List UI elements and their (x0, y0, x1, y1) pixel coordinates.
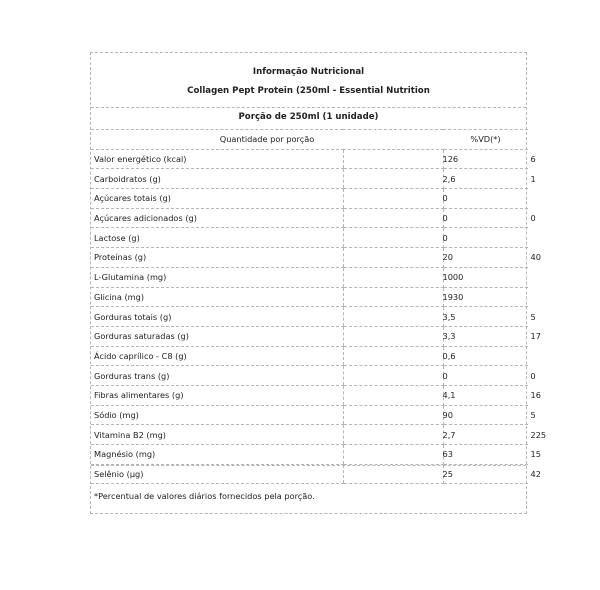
nutrient-amount-cell (343, 445, 453, 465)
table-row (91, 405, 528, 425)
nutrient-name: Magnésio (mg) (91, 445, 343, 465)
column-header-quantity: Quantidade por porção (91, 130, 443, 150)
nutrient-vd: 42 (530, 469, 541, 480)
nutrient-amount-cell (343, 149, 459, 169)
nutrient-amount: 63 (442, 449, 453, 460)
nutrient-vd: 5 (530, 311, 536, 322)
nutrient-amount-cell (343, 464, 453, 484)
table-row (91, 464, 528, 484)
nutrient-amount-cell (343, 385, 456, 405)
table-row (91, 267, 528, 287)
nutrient-vd-cell (443, 346, 528, 366)
nutrient-vd-cell (443, 326, 541, 346)
nutrient-amount-cell (343, 346, 456, 366)
column-header-vd: %VD(*) (443, 130, 528, 150)
nutrient-amount-cell (343, 287, 464, 307)
table-row (91, 385, 528, 405)
nutrient-amount-cell (343, 366, 448, 386)
nutrient-name: Gorduras saturadas (g) (91, 326, 343, 346)
nutrient-amount-cell (343, 326, 456, 346)
nutrient-amount: 3,3 (442, 331, 456, 342)
nutrient-amount: 2,7 (442, 429, 456, 440)
nutrient-vd-cell (443, 366, 536, 386)
table-row (91, 149, 528, 169)
nutrient-amount-cell (343, 208, 448, 228)
nutrient-vd-cell (443, 228, 528, 248)
nutrient-vd: 6 (530, 154, 536, 165)
nutrient-amount-cell (343, 169, 456, 189)
nutrient-amount: 25 (442, 469, 453, 480)
nutrient-name: Selênio (µg) (91, 464, 343, 484)
nutrient-vd: 5 (530, 409, 536, 420)
nutrient-vd: 0 (530, 213, 536, 224)
nutrient-amount-cell (343, 189, 448, 209)
nutrient-vd: 0 (530, 370, 536, 381)
nutrient-amount-cell (343, 307, 456, 327)
table-row (91, 208, 528, 228)
nutrient-amount-cell (343, 405, 453, 425)
footnote: *Percentual de valores diários fornecidos pela porção. (94, 491, 315, 501)
nutrition-facts-panel (90, 52, 547, 514)
nutrient-name: Glicina (mg) (91, 287, 343, 307)
nutrient-vd: 40 (530, 252, 541, 263)
nutrient-name: Sódio (mg) (91, 405, 343, 425)
table-row (91, 326, 528, 346)
nutrient-vd-cell (443, 208, 536, 228)
table-row (91, 189, 528, 209)
portion-size: Porção de 250ml (1 unidade) (238, 112, 379, 122)
nutrient-amount: 3,5 (442, 311, 456, 322)
nutrient-name: Ácido caprílico - C8 (g) (91, 346, 343, 366)
nutrient-vd-cell (443, 445, 541, 465)
nutrient-name: Carboidratos (g) (91, 169, 343, 189)
nutrient-amount: 1930 (442, 291, 464, 302)
table-row (91, 346, 528, 366)
nutrient-amount-cell (343, 425, 456, 445)
nutrition-title: Informação Nutricional (252, 67, 365, 77)
table-row (91, 169, 528, 189)
table-row (91, 228, 528, 248)
nutrition-table (91, 129, 547, 484)
nutrient-vd-cell (443, 248, 541, 268)
nutrient-name: Proteínas (g) (91, 248, 343, 268)
nutrient-vd-cell (443, 464, 541, 484)
divider (91, 107, 526, 108)
table-row (91, 287, 528, 307)
nutrient-name: Açúcares adicionados (g) (91, 208, 343, 228)
nutrient-amount: 0,6 (442, 350, 456, 361)
nutrient-amount: 20 (442, 252, 453, 263)
nutrient-name: Valor energético (kcal) (91, 149, 343, 169)
table-row (91, 307, 528, 327)
nutrient-amount: 0 (442, 370, 448, 381)
nutrient-name: Açúcares totais (g) (91, 189, 343, 209)
nutrient-name: Gorduras trans (g) (91, 366, 343, 386)
table-header-row (91, 130, 528, 150)
nutrient-vd-cell (443, 169, 536, 189)
nutrient-vd: 16 (530, 390, 541, 401)
nutrient-amount: 90 (442, 409, 453, 420)
nutrient-vd-cell (443, 425, 547, 445)
nutrient-name: Gorduras totais (g) (91, 307, 343, 327)
nutrient-amount-cell (343, 248, 453, 268)
table-row (91, 445, 528, 465)
table-row (91, 366, 528, 386)
nutrient-name: Lactose (g) (91, 228, 343, 248)
nutrient-amount-cell (343, 267, 464, 287)
nutrient-name: Vitamina B2 (mg) (91, 425, 343, 445)
nutrient-amount: 0 (442, 193, 448, 204)
nutrient-vd-cell (443, 405, 536, 425)
nutrient-amount: 126 (442, 154, 459, 165)
nutrient-amount: 1000 (442, 272, 464, 283)
nutrient-name: L-Glutamina (mg) (91, 267, 343, 287)
table-row (91, 248, 528, 268)
nutrient-vd: 225 (530, 429, 547, 440)
nutrient-vd-cell (443, 385, 541, 405)
nutrient-amount: 4,1 (442, 390, 456, 401)
nutrient-amount: 0 (442, 232, 448, 243)
nutrient-vd: 17 (530, 331, 541, 342)
nutrient-amount-cell (343, 228, 448, 248)
divider (91, 465, 526, 466)
nutrient-vd-cell (443, 307, 536, 327)
nutrient-vd-cell (443, 189, 528, 209)
nutrient-vd: 1 (530, 173, 536, 184)
nutrient-vd: 15 (530, 449, 541, 460)
nutrient-amount: 2,6 (442, 173, 456, 184)
nutrient-name: Fibras alimentares (g) (91, 385, 343, 405)
product-name: Collagen Pept Protein (250ml - Essential Nutrition (187, 86, 430, 96)
nutrient-amount: 0 (442, 213, 448, 224)
table-row (91, 425, 528, 445)
